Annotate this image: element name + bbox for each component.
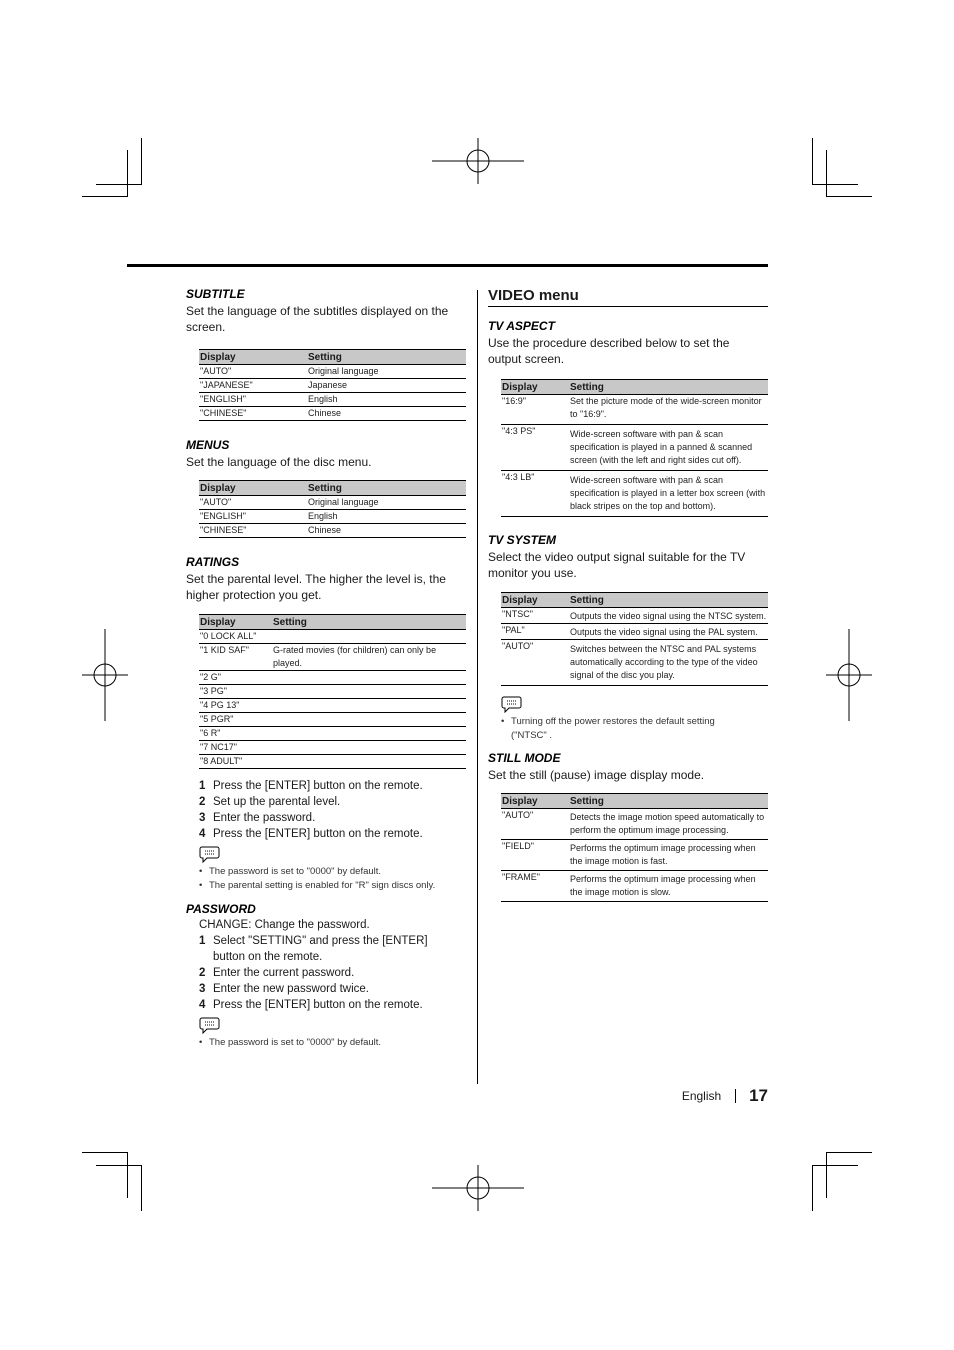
cell-setting [272,699,466,713]
cell-display: "PAL" [501,624,569,640]
cell-setting: Switches between the NTSC and PAL systems automatically according to the type of the video signal of the disc you play. [569,640,768,686]
cell-display: "2 G" [199,671,272,685]
password-notes [199,1036,468,1050]
subtitle-heading: SUBTITLE [186,287,245,301]
note-item: • Turning off the power restores the default setting ("NTSC" . [501,715,741,743]
subtitle-table [199,349,466,421]
column-header-display: Display [199,350,307,365]
step-text: Press the [ENTER] button on the remote. [213,780,423,792]
cell-display: "FRAME" [501,871,569,902]
cell-setting: Set the picture mode of the wide-screen monitor to "16:9". [569,395,768,425]
step-text: Select "SETTING" and press the [ENTER] button on the remote. [213,935,428,963]
tv-aspect-heading: TV ASPECT [488,319,555,333]
cell-setting: Outputs the video signal using the NTSC system. [569,608,768,624]
step-number: 2 [199,967,206,979]
table-row [501,608,768,624]
tv-aspect-table [501,379,768,517]
column-header-setting: Setting [307,350,466,365]
cell-display: "ENGLISH" [199,393,307,407]
password-heading: PASSWORD [186,902,256,916]
registration-mark-left [82,629,128,721]
cell-setting: Original language [307,365,466,379]
tv-system-notes [501,715,741,743]
table-row [501,809,768,840]
table-row [199,685,466,699]
still-mode-section [488,751,768,902]
cell-setting: Outputs the video signal using the PAL system. [569,624,768,640]
step-number: 3 [199,812,206,824]
table-row [199,496,466,510]
step-item [199,965,457,981]
step-text: Enter the password. [213,812,316,824]
cell-setting: English [307,510,466,524]
note-item: • The parental setting is enabled for "R" sign discs only. [199,879,468,893]
registration-mark-right [826,629,872,721]
subtitle-section [186,287,468,421]
footer-separator [735,1089,736,1103]
menus-section [186,438,468,538]
step-text: Set up the parental level. [213,796,341,808]
registration-mark-top [432,138,524,184]
title-rule [488,306,768,307]
password-intro: CHANGE: Change the password. [199,919,370,931]
still-mode-heading: STILL MODE [488,751,561,765]
cell-display: "AUTO" [199,365,307,379]
cell-setting [272,755,466,769]
subtitle-description: Set the language of the subtitles displayed on the screen. [186,304,449,334]
cell-setting: Wide-screen software with pan & scan specification is played in a letter box screen (with black stripes on the top and bottom). [569,471,768,517]
cell-display: "5 PGR" [199,713,272,727]
step-item [199,826,468,842]
column-header-setting: Setting [307,481,466,496]
cell-display: "FIELD" [501,840,569,871]
table-row [501,840,768,871]
cell-setting: G-rated movies (for children) can only be played. [272,644,466,671]
cell-setting: English [307,393,466,407]
ratings-notes [199,865,468,893]
cell-setting: Chinese [307,524,466,538]
right-column [488,287,768,902]
cell-display: "ENGLISH" [199,510,307,524]
table-row [199,524,466,538]
step-text: Enter the current password. [213,967,355,979]
cell-setting [272,727,466,741]
column-header-display: Display [501,380,569,395]
column-header-setting: Setting [569,593,768,608]
table-row [199,699,466,713]
tv-aspect-description: Use the procedure described below to set the output screen. [488,336,730,366]
cell-setting: Detects the image motion speed automatically to perform the optimum image processing. [569,809,768,840]
menus-description: Set the language of the disc menu. [186,455,372,469]
column-header-display: Display [199,481,307,496]
step-item [199,981,457,997]
cell-display: "0 LOCK ALL" [199,630,272,644]
cell-display: "4 PG 13" [199,699,272,713]
table-row [199,510,466,524]
video-menu-title: VIDEO menu [488,287,579,304]
cell-display: "JAPANESE" [199,379,307,393]
table-row [199,741,466,755]
page-footer [660,1086,768,1108]
cell-setting: Wide-screen software with pan & scan specification is played in a panned & scanned screen (with the left and right sides cut off). [569,425,768,471]
column-header-setting: Setting [569,794,768,809]
step-text: Press the [ENTER] button on the remote. [213,999,423,1011]
cell-display: "CHINESE" [199,407,307,421]
step-item [199,778,468,794]
tv-system-table [501,592,768,686]
table-row [199,393,466,407]
left-column [186,287,468,1050]
menus-table [199,480,466,538]
column-header-display: Display [501,794,569,809]
table-row [501,640,768,686]
cell-setting: Performs the optimum image processing when the image motion is fast. [569,840,768,871]
step-item [199,933,457,965]
note-item: • The password is set to "0000" by default. [199,865,468,879]
step-number: 4 [199,828,206,840]
table-row [199,755,466,769]
still-mode-description: Set the still (pause) image display mode. [488,768,705,782]
column-header-setting: Setting [569,380,768,395]
step-text: Enter the new password twice. [213,983,369,995]
table-row [199,630,466,644]
note-icon [199,845,221,863]
ratings-description: Set the parental level. The higher the level is, the higher protection you get. [186,572,446,602]
step-number: 3 [199,983,206,995]
page-number: 17 [749,1086,768,1105]
cell-display: "1 KID SAF" [199,644,272,671]
ratings-steps [199,778,468,842]
cell-setting [272,671,466,685]
ratings-section [186,555,468,893]
table-row [199,727,466,741]
step-item [199,794,468,810]
ratings-table [199,614,466,769]
cell-display: "AUTO" [199,496,307,510]
step-number: 1 [199,780,206,792]
cell-display: "4:3 PS" [501,425,569,471]
cell-display: "AUTO" [501,640,569,686]
step-item [199,997,457,1013]
cell-setting [272,630,466,644]
password-steps [199,933,457,1013]
top-rule [127,264,768,267]
step-text: Press the [ENTER] button on the remote. [213,828,423,840]
table-row [501,871,768,902]
column-header-display: Display [501,593,569,608]
menus-heading: MENUS [186,438,230,452]
cell-display: "3 PG" [199,685,272,699]
table-row [501,425,768,471]
step-number: 1 [199,935,206,947]
tv-system-description: Select the video output signal suitable for the TV monitor you use. [488,550,746,580]
note-icon [501,695,523,713]
cell-setting: Chinese [307,407,466,421]
ratings-heading: RATINGS [186,555,240,569]
table-row [199,365,466,379]
step-item [199,810,468,826]
cell-display: "CHINESE" [199,524,307,538]
cell-setting [272,685,466,699]
password-section [186,902,468,1050]
cell-display: "7 NC17" [199,741,272,755]
column-divider [477,290,478,1084]
registration-mark-bottom [432,1165,524,1211]
tv-aspect-section [488,319,768,517]
cell-display: "NTSC" [501,608,569,624]
table-row [199,379,466,393]
cell-display: "16:9" [501,395,569,425]
cell-display: "4:3 LB" [501,471,569,517]
tv-system-heading: TV SYSTEM [488,533,557,547]
cell-setting: Performs the optimum image processing when the image motion is slow. [569,871,768,902]
still-mode-table [501,793,768,902]
cell-display: "AUTO" [501,809,569,840]
table-row [199,644,466,671]
step-number: 4 [199,999,206,1011]
cell-display: "6 R" [199,727,272,741]
cell-display: "8 ADULT" [199,755,272,769]
tv-system-section [488,533,768,743]
note-icon [199,1016,221,1034]
column-header-setting: Setting [272,615,466,630]
step-number: 2 [199,796,206,808]
cell-setting: Original language [307,496,466,510]
cell-setting [272,741,466,755]
cell-setting [272,713,466,727]
table-row [199,407,466,421]
column-header-display: Display [199,615,272,630]
table-row [501,471,768,517]
table-row [199,671,466,685]
table-row [199,713,466,727]
cell-setting: Japanese [307,379,466,393]
table-row [501,624,768,640]
note-item: • The password is set to "0000" by default. [199,1036,468,1050]
table-row [501,395,768,425]
footer-language: English [681,1089,722,1103]
